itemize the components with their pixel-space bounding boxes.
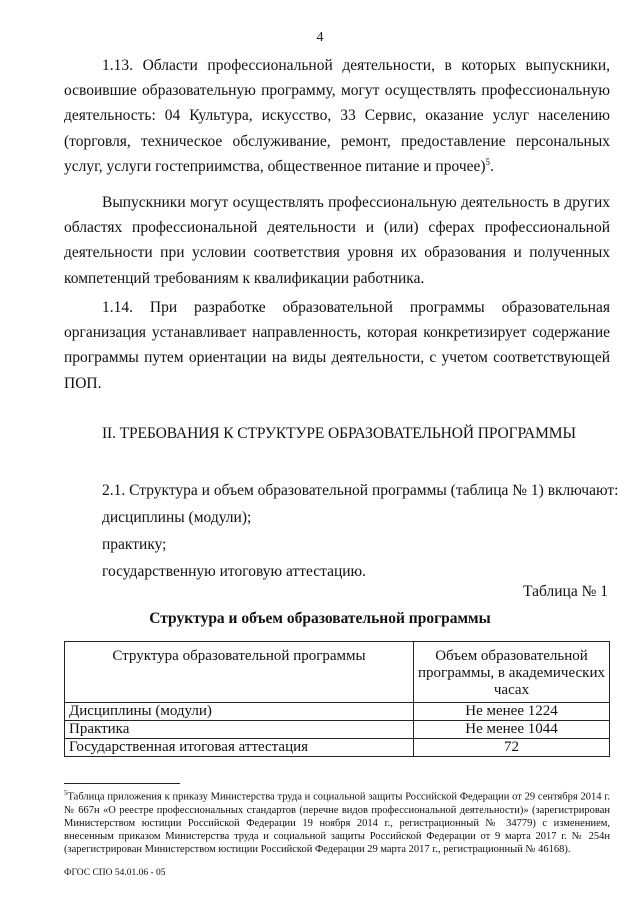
table-header-volume: Объем образовательной программы, в академических часах bbox=[414, 642, 610, 703]
table-header-row bbox=[65, 642, 610, 703]
table-row bbox=[65, 721, 610, 739]
structure-table bbox=[64, 641, 610, 757]
table-title: Структура и объем образовательной программы bbox=[149, 610, 491, 627]
footnote-text: Таблица приложения к приказу Министерства труда и социальной защиты Российской Федерации от 29 сентября 2014 г. № 667н «О реестре профессиональных стандартов (перечне видов профессиональной деятельности)» (зарегистрирован Министерством юстиции Российской Федерации 19 ноября 2014 г., регистрационный № 34779) с изменением, внесенным приказом Министерства труда и социальной защиты Российской Федерации от 9 марта 2017 г. № 254н (зарегистрирован Министерством юстиции Российской Федерации 29 марта 2017 г., регистрационный № 46168). bbox=[64, 791, 610, 856]
paragraph-1-13-end: . bbox=[490, 157, 494, 175]
paragraph-1-13 bbox=[64, 53, 610, 179]
structure-item-disciplines: дисциплины (модули); bbox=[102, 509, 252, 526]
paragraph-1-14: 1.14. При разработке образовательной программы образовательная организация устанавливает направленность, которая конкретизирует содержание программы путем ориентации на виды деятельности, с учетом соответствующей ПОП. bbox=[64, 299, 610, 392]
structure-intro: 2.1. Структура и объем образовательной программы (таблица № 1) включают: bbox=[102, 482, 619, 499]
table-cell-volume: Не менее 1044 bbox=[414, 721, 610, 739]
structure-item-attestation: государственную итоговую аттестацию. bbox=[102, 563, 367, 580]
paragraph-1-13-text: 1.13. Области профессиональной деятельности, в которых выпускники, освоившие образовательную программу, могут осуществлять профессиональную деятельность: 04 Культура, искусство, 33 Сервис, оказание услуг населению (торговля, техническое обслуживание, ремонт, предоставление персональных услуг, услуги гостеприимства, общественное питание и прочее) bbox=[64, 57, 610, 175]
footnote-divider bbox=[64, 783, 180, 784]
table-cell-volume: 72 bbox=[414, 739, 610, 757]
footnote-number: 5 bbox=[64, 789, 68, 797]
footnote bbox=[64, 787, 610, 857]
table-row bbox=[65, 703, 610, 721]
table-cell-volume: Не менее 1224 bbox=[414, 703, 610, 721]
section-heading: II. ТРЕБОВАНИЯ К СТРУКТУРЕ ОБРАЗОВАТЕЛЬНОЙ ПРОГРАММЫ bbox=[102, 425, 576, 442]
page-number: 4 bbox=[316, 30, 324, 45]
footnote-ref-5: 5 bbox=[485, 156, 491, 167]
structure-item-practice: практику; bbox=[102, 536, 167, 553]
table-header-structure: Структура образовательной программы bbox=[65, 642, 414, 703]
table-cell-structure: Практика bbox=[65, 721, 414, 739]
paragraph-graduates: Выпускники могут осуществлять профессиональную деятельность в других областях профессиональной деятельности и (или) сферах профессиональной деятельности при условии соответствия уровня их образования и полученных компетенций требованиям к квалификации работника. bbox=[64, 194, 610, 287]
document-code: ФГОС СПО 54.01.06 - 05 bbox=[64, 868, 166, 878]
table-cell-structure: Государственная итоговая аттестация bbox=[65, 739, 414, 757]
table-label: Таблица № 1 bbox=[523, 583, 608, 600]
table-cell-structure: Дисциплины (модули) bbox=[65, 703, 414, 721]
table-row bbox=[65, 739, 610, 757]
